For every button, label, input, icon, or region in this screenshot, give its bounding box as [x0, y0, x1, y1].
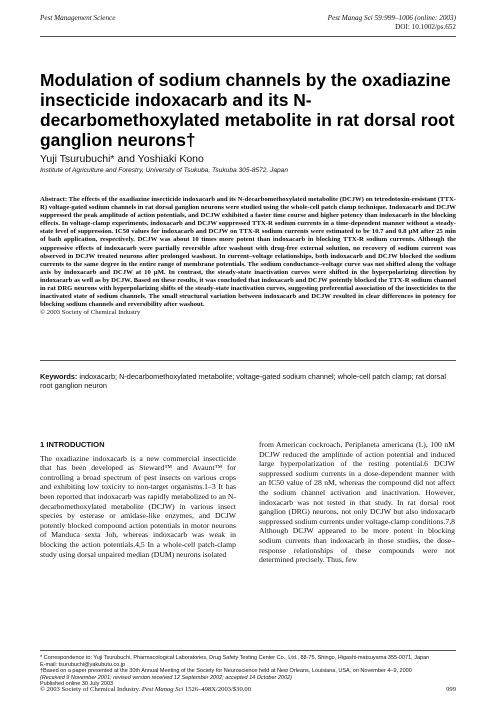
- article-title: Modulation of sodium channels by the oxadiazine insecticide indoxacarb and its N-decarbomethoxylated metabolite in rat dorsal root ganglion neurons†: [40, 70, 455, 150]
- footnote-based-on: †Based on a paper presented at the 30th Annual Meeting of the Society for Neuroscience held at New Orleans, Louisiana, USA, on November 4–9, 2000: [40, 668, 412, 675]
- abstract-rule: [40, 360, 456, 361]
- section-heading: 1 INTRODUCTION: [40, 440, 105, 449]
- doi: DOI: 10.1002/ps.652: [395, 23, 456, 31]
- journal-name: Pest Management Science: [40, 14, 116, 22]
- abstract-text: Abstract: The effects of the oxadiazine insecticide indoxacarb and its N-decarbomethoxylated metabolite (DCJW) on tetrodotoxin-resistant (TTX-R) voltage-gated sodium channels in rat dorsal ganglion neurons were studied using the whole-cell patch clamp technique. Indoxacarb and DCJW suppressed the peak amplitude of action potentials, and DCJW exhibited a faster time course and higher potency than indoxacarb in the blocking effects. In voltage-clamp experiments, indoxacarb and DCJW suppressed TTX-R sodium currents in a time-dependent manner without a steady-state level of suppression. IC50 values for indoxacarb and DCJW on TTX-R sodium currents were estimated to be 10.7 and 0.8 µM after 25 min of bath application, respectively. DCJW was about 10 times more potent than indoxacarb in blocking TTX-R sodium currents. Although the suppressive effects of indoxacarb were partially reversible after washout with drug-free external solution, no recovery of sodium current was observed in DCJW treated neurons after prolonged washout. In current–voltage relationships, both indoxacarb and DCJW blocked the sodium currents to the same degree in the entire range of membrane potentials. The sodium conductance–voltage curve was not shifted along the voltage axis by indoxacarb and DCJW at 10 µM. In contrast, the steady-state inactivation curves were shifted in the hyperpolarizing direction by indoxacarb as well as by DCJW. Based on these results, it was concluded that indoxacarb and DCJW potently blocked the TTX-R sodium channel in rat DRG neurons with hyperpolarizing shifts of the steady-state inactivation curves, suggesting preferential association of the insecticides to the inactivated state of sodium channels. The small structural variation between indoxacarb and DCJW resulted in clear differences in potency for blocking sodium channels and reversibility after washout.: [40, 196, 456, 309]
- footnotes: [40, 655, 456, 688]
- footnote-received: (Received 9 November 2001; revised version received 12 September 2002; accepted 14 October 2002): [40, 674, 292, 681]
- footer-issn: 1526–498X/2003/$30.00: [184, 686, 252, 693]
- page-footer: [40, 686, 456, 693]
- keywords: [40, 372, 456, 391]
- intro-paragraph-2: from American cockroach, Periplaneta americana (L), 100 nM DCJW reduced the amplitude of action potential and induced large hyperpolarization of the resting potential.6 DCJW suppressed sodium currents in a dose-dependent manner with an IC50 value of 28 nM, whereas the compound did not affect the sodium channel activation and inactivation. However, indoxacarb was not tested in that study. In rat dorsal root ganglion (DRG) neurons, not only DCJW but also indoxacarb suppressed sodium currents under voltage-clamp conditions.7,8 Although DCJW appeared to be more potent in blocking sodium currents than indoxacarb in those studies, the dose–response relationships of these compounds were not determined precisely. Thus, few: [259, 440, 455, 565]
- right-column: [259, 440, 455, 565]
- journal-citation-block: [328, 14, 456, 32]
- intro-paragraph-1: The oxadiazine indoxacarb is a new commercial insecticide that has been developed as Steward™ and Avaunt™ for controlling a broad spectrum of pest insects on various crops and exhibiting low toxicity to non-target organisms.1–3 It has been reported that indoxacarb was rapidly metabolized to an N-decarbomethoxylated metabolite (DCJW) in various insect species by esterase or amidase-like enzymes, and DCJW potently blocked compound action potentials in motor neurons of Manduca sexta Joh, whereas indoxacarb was weak in blocking the action potentials.4,5 In a whole-cell patch-clamp study using dorsal unpaired median (DUM) neurons isolated: [40, 453, 236, 559]
- affiliation: Institute of Agriculture and Forestry, University of Tsukuba, Tsukuba 305-8572, Japan: [40, 167, 289, 174]
- citation: Pest Manag Sci 59:999–1006 (online: 2003): [327, 14, 456, 22]
- authors: Yuji Tsurubuchi* and Yoshiaki Kono: [40, 153, 204, 165]
- keywords-text: indoxacarb; N-decarbomethoxylated metabolite; voltage-gated sodium channel; whole-cell patch clamp; rat dorsal root ganglion neuron: [40, 372, 447, 391]
- footer-journal: Pest Manag Sci: [141, 686, 184, 693]
- keywords-label: Keywords:: [40, 372, 78, 381]
- page-number: 999: [446, 686, 456, 693]
- footnote-rule: [40, 650, 456, 651]
- footnote-email: E-mail: tsurubuchi@yakubutu.co.jp: [40, 661, 126, 668]
- footer-copyright: © 2003 Society of Chemical Industry.: [40, 686, 141, 693]
- abstract-copyright: © 2003 Society of Chemical Industry: [40, 309, 141, 317]
- footnote-correspondence: * Correspondence to: Yuji Tsurubuchi, Pharmacological Laboratories, Drug Safety Testing Center Co., Ltd., 88-75, Shingo, Higashi-matsuyama 355-0071, Japan: [40, 655, 430, 661]
- abstract: [40, 196, 456, 317]
- header-rule: [40, 36, 456, 37]
- left-column: [40, 440, 236, 559]
- footnote-published: Published online 30 July 2003: [40, 681, 114, 688]
